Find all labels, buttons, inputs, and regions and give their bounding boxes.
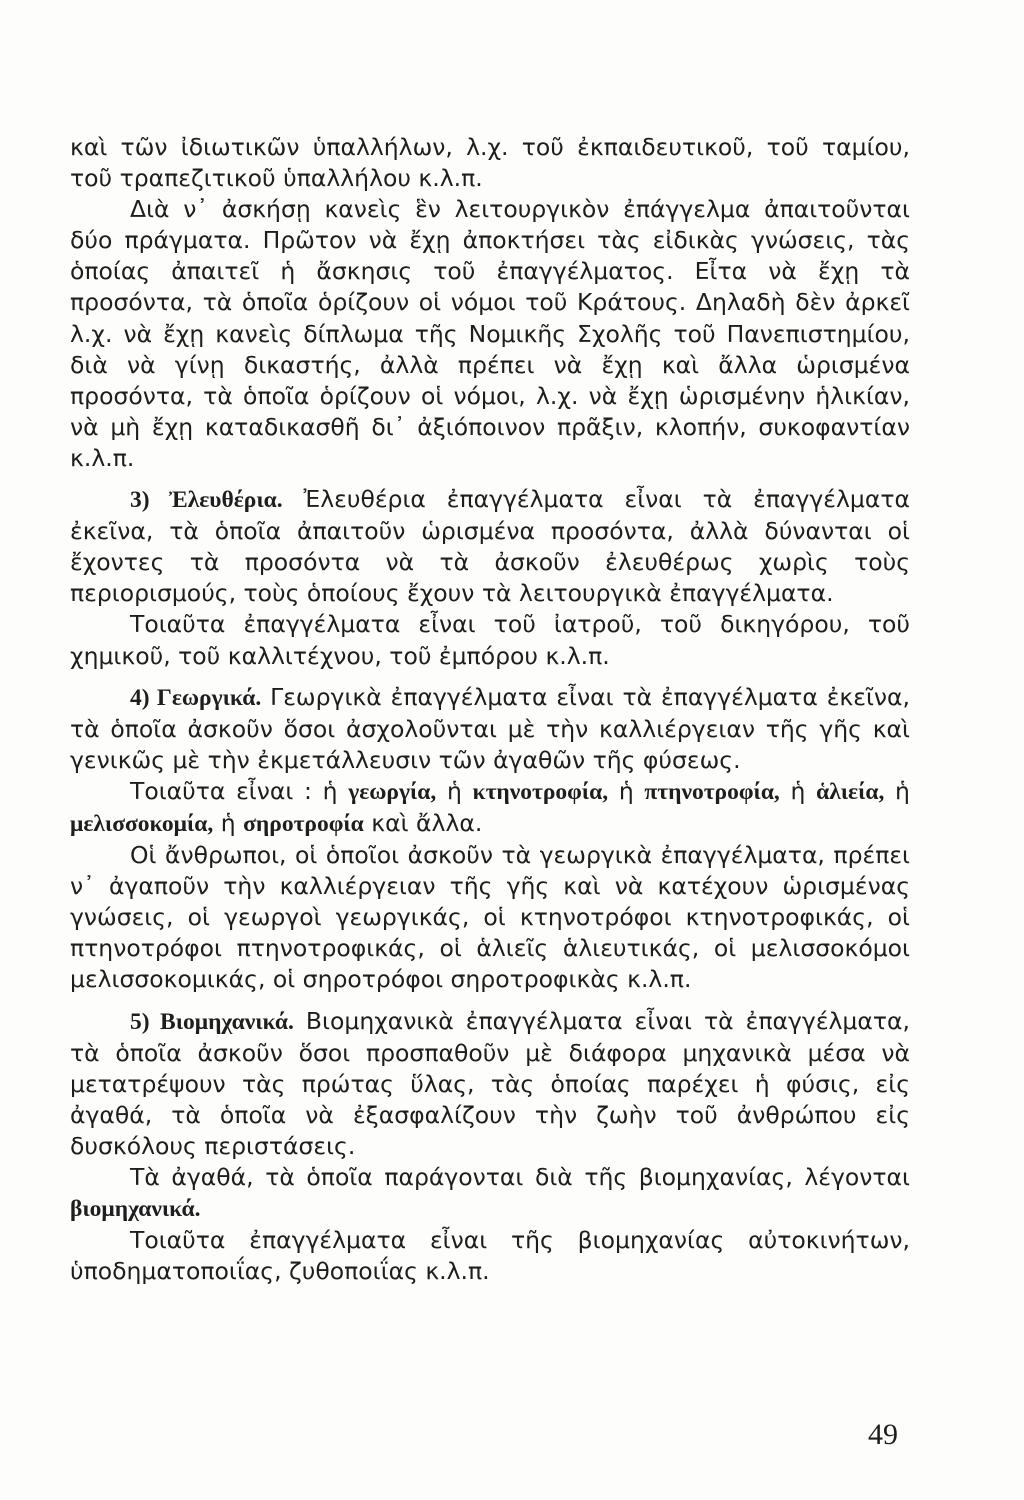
term-industrial: βιομηχανικά. (70, 1196, 201, 1223)
section-heading-agricultural: 4) Γεωργικά. (130, 684, 262, 711)
term-poultry-farming: πτηνοτροφία, (644, 778, 780, 805)
paragraph-agricultural-people: Οἱ ἄνθρωποι, οἱ ὁποῖοι ἀσκοῦν τὰ γεωργικὰ ἐπαγγέλματα, πρέπει ν᾿ ἀγαποῦν τὴν καλλιέργειαν τῆς γῆς καὶ νὰ κατέχουν ὡρισμένας γνώσεις, οἱ γεωργοὶ γεωργικάς, οἱ κτηνοτρόφοι κτηνοτροφικάς, οἱ πτηνοτρόφοι πτηνοτροφικάς, οἱ ἁλιεῖς ἁλιευτικάς, οἱ μελισσοκόμοι μελισσοκομικάς, οἱ σηροτρόφοι σηροτροφικὰς κ.λ.π. (70, 841, 910, 994)
page-number: 49 (868, 1418, 898, 1451)
term-agriculture: γεωργία, (348, 778, 437, 805)
term-fishing: ἁλιεία, (816, 778, 885, 805)
list-intro: Τοιαῦτα εἶναι : (130, 776, 312, 805)
article: ἡ (220, 808, 236, 837)
section-industrial (70, 1006, 910, 1162)
list-end: καὶ ἄλλα. (371, 808, 483, 837)
paragraph-industrial-examples: Τοιαῦτα ἐπαγγέλματα εἶναι τῆς βιομηχανίας αὐτοκινήτων, ὑποδηματοποιΐας, ζυθοποιΐας κ.λ.π. (70, 1226, 910, 1286)
section-body-industrial: Βιομηχανικὰ ἐπαγγέλματα εἶναι τὰ ἐπαγγέλματα, τὰ ὁποῖα ἀσκοῦν ὅσοι προσπαθοῦν μὲ διάφορα μηχανικὰ μέσα νὰ μετατρέψουν τὰς πρώτας ὕλας, τὰς ὁποίας παρέχει ἡ φύσις, εἰς ἀγαθά, τὰ ὁποῖα νὰ ἐξασφαλίζουν τὴν ζωὴν τοῦ ἀνθρώπου εἰς δυσκόλους περιστάσεις. (70, 1006, 910, 1160)
paragraph-liberal-examples: Τοιαῦτα ἐπαγγέλματα εἶναι τοῦ ἰατροῦ, τοῦ δικηγόρου, τοῦ χημικοῦ, τοῦ καλλιτέχνου, τοῦ ἐμπόρου κ.λ.π. (70, 610, 910, 670)
paragraph-intro: καὶ τῶν ἰδιωτικῶν ὑπαλλήλων, λ.χ. τοῦ ἐκπαιδευτικοῦ, τοῦ ταμίου, τοῦ τραπεζιτικοῦ ὑπαλλήλου κ.λ.π. (70, 133, 910, 193)
goods-text: Τὰ ἀγαθά, τὰ ὁποῖα παράγονται διὰ τῆς βιομηχανίας, λέγονται (130, 1163, 910, 1191)
article: ἡ (446, 776, 462, 805)
paragraph-requirements: Διὰ ν᾿ ἀσκήσῃ κανεὶς ἓν λειτουργικὸν ἐπάγγελμα ἀπαιτοῦνται δύο πράγματα. Πρῶτον νὰ ἔχῃ ἀποκτήσει τὰς εἰδικὰς γνώσεις, τὰς ὁποίας ἀπαιτεῖ ἡ ἄσκησις τοῦ ἐπαγγέλματος. Εἶτα νὰ ἔχῃ τὰ προσόντα, τὰ ὁποῖα ὁρίζουν οἱ νόμοι τοῦ Κράτους. Δηλαδὴ δὲν ἀρκεῖ λ.χ. νὰ ἔχῃ κανεὶς δίπλωμα τῆς Νομικῆς Σχολῆς τοῦ Πανεπιστημίου, διὰ νὰ γίνῃ δικαστής, ἀλλὰ πρέπει νὰ ἔχῃ καὶ ἄλλα ὡρισμένα προσόντα, τὰ ὁποῖα ὁρίζουν οἱ νόμοι, λ.χ. νὰ ἔχῃ ὡρισμένην ἡλικίαν, νὰ μὴ ἔχῃ καταδικασθῆ δι᾿ ἀξιόποινον πρᾶξιν, κλοπήν, συκοφαντίαν κ.λ.π. (70, 195, 910, 472)
section-body-agricultural: Γεωργικὰ ἐπαγγέλματα εἶναι τὰ ἐπαγγέλματα ἐκεῖνα, τὰ ὁποῖα ἀσκοῦν ὅσοι ἀσχολοῦνται μὲ τὴν καλλιέργειαν τῆς γῆς καὶ γενικῶς μὲ τὴν ἐκμετάλλευσιν τῶν ἀγαθῶν τῆς φύσεως. (70, 682, 910, 774)
term-animal-husbandry: κτηνοτροφία, (472, 778, 609, 805)
term-sericulture: σηροτροφία (243, 810, 364, 837)
page-text (70, 132, 910, 1287)
paragraph-agricultural-list (70, 776, 910, 840)
paragraph-industrial-goods (70, 1162, 910, 1225)
article: ἡ (790, 776, 806, 805)
article: ἡ (895, 776, 910, 805)
section-agricultural (70, 682, 910, 776)
section-body-liberal: Ἐλευθέρια ἐπαγγέλματα εἶναι τὰ ἐπαγγέλματα ἐκεῖνα, τὰ ὁποῖα ἀπαιτοῦν ὡρισμένα προσόντα, ἀλλὰ δύνανται οἱ ἔχοντες τὰ προσόντα νὰ τὰ ἀσκοῦν ἐλευθέρως χωρὶς τοὺς περιορισμούς, τοὺς ὁποίους ἔχουν τὰ λειτουργικὰ ἐπαγγέλματα. (70, 485, 910, 608)
term-beekeeping: μελισσοκομία, (70, 810, 214, 837)
article: ἡ (322, 776, 338, 805)
article: ἡ (618, 776, 634, 805)
section-heading-industrial: 5) Βιομηχανικά. (130, 1008, 294, 1035)
section-heading-liberal: 3) Ἐλευθέρια. (130, 487, 283, 514)
section-liberal (70, 484, 910, 609)
